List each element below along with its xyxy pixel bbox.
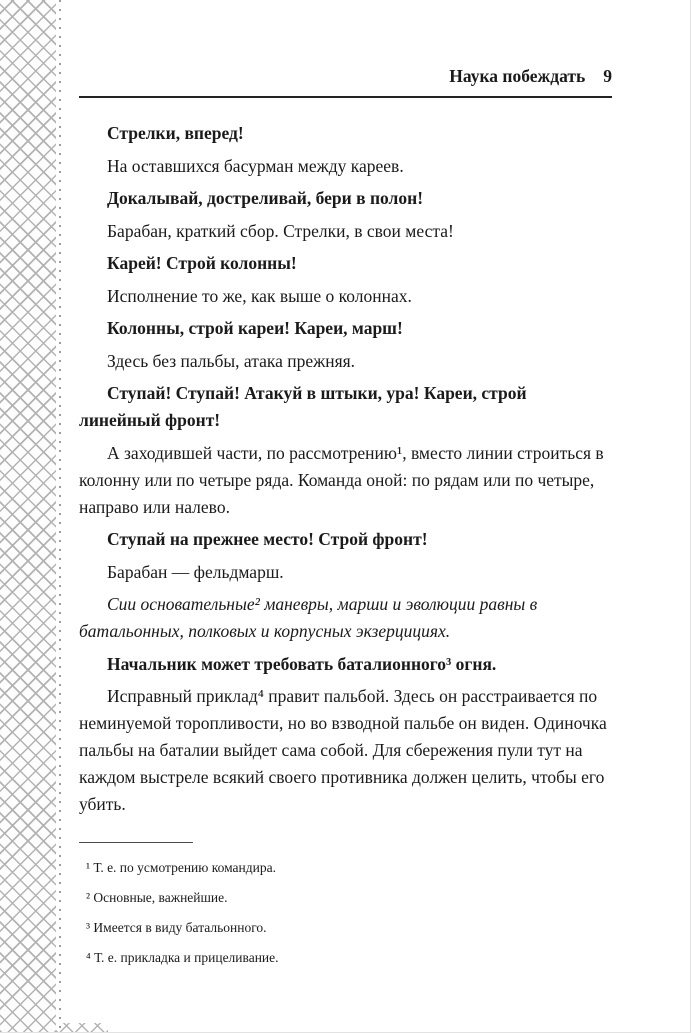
paragraph: Исправный приклад⁴ правит пальбой. Здесь он расстраивается по неминуемой торопливости, но во взводной пальбе он виден. Одиночка пальбы на баталии выйдет сама собой. Для сбережения пули тут на каждом выстреле всякий своего противника должен целить, чтобы его убить. (79, 686, 607, 814)
paragraph: Барабан — фельдмарш. (107, 561, 284, 582)
command-paragraph: Стрелки, вперед! (107, 123, 244, 143)
command-paragraph: Колонны, строй кареи! Кареи, марш! (107, 318, 403, 338)
paragraph: Сии основательные² маневры, марши и эволюции равны в батальонных, полковых и корпусных экзерцициях. (79, 594, 538, 641)
footnotes-list (79, 858, 612, 968)
command-paragraph: Карей! Строй колонны! (107, 253, 297, 273)
command-paragraph: Начальник может требовать баталионного³ огня. (107, 653, 497, 674)
paragraph: На оставшихся басурман между кареев. (107, 155, 404, 176)
footnotes-block (79, 842, 612, 968)
page-content (79, 66, 612, 978)
running-header (79, 66, 612, 98)
page-number: 9 (603, 66, 612, 86)
running-title: Наука побеждать (449, 66, 586, 86)
footnote: ² Основные, важнейшие. (86, 890, 228, 905)
footnote: ¹ Т. е. по усмотрению командира. (86, 860, 276, 875)
paragraph: А заходившей части, по рассмотрению¹, вместо линии строиться в колонну или по четыре ряда. Команда оной: по рядам или по четыре, направо или налево. (79, 442, 604, 517)
paragraph: Исполнение то же, как выше о колоннах. (107, 285, 412, 306)
command-paragraph: Докалывай, достреливай, бери в полон! (107, 188, 424, 208)
paragraph: Барабан, краткий сбор. Стрелки, в свои места! (107, 220, 454, 241)
command-paragraph: Ступай на прежнее место! Строй фронт! (107, 529, 428, 549)
footnote-separator (79, 842, 193, 843)
paragraph: Здесь без пальбы, атака прежняя. (107, 350, 356, 371)
bottom-ornament-border (56, 1023, 108, 1032)
command-paragraph: Ступай! Ступай! Атакуй в штыки, ура! Кареи, строй линейный фронт! (79, 383, 527, 430)
footnote: ³ Имеется в виду батальонного. (86, 920, 267, 935)
left-ornament-border (0, 0, 56, 1032)
body-text (79, 120, 612, 818)
footnote: ⁴ Т. е. прикладка и прицеливание. (86, 950, 279, 965)
